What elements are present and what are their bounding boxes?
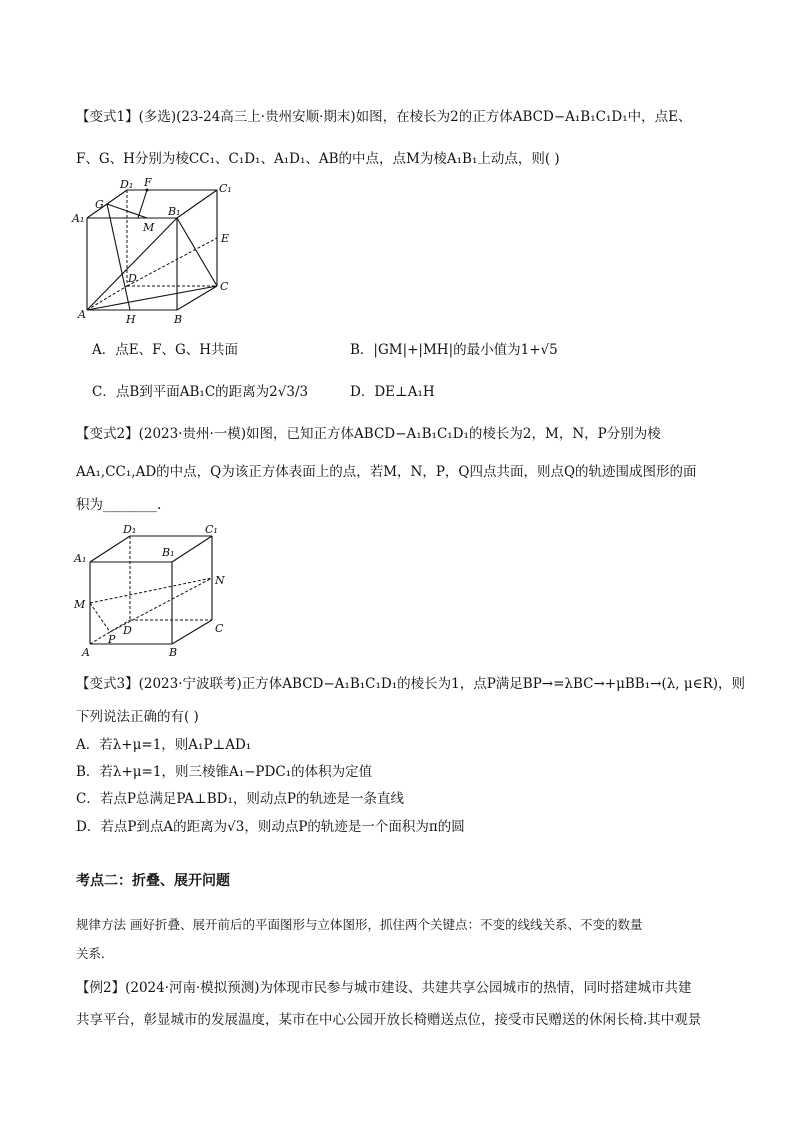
v1-label-A: A xyxy=(78,308,86,321)
v2-label-M: M xyxy=(74,598,86,611)
v2-label-A: A xyxy=(82,646,90,659)
v1-line-2: F、G、H分别为棱CC₁、C₁D₁、A₁D₁、AB的中点，点M为棱A₁B₁上动点，则( ) xyxy=(76,151,560,167)
v3-option-d: D．若点P到点A的距离为√3，则动点P的轨迹是一个面积为π的圆 xyxy=(76,819,465,835)
v1-label-G: G xyxy=(95,198,104,211)
v1-label-C: C xyxy=(220,280,229,293)
v2-label-B: B xyxy=(169,646,178,659)
v1-label-H: H xyxy=(126,313,136,326)
v2-label-A1: A₁ xyxy=(74,552,87,565)
v2-label-D: D xyxy=(123,624,132,637)
v1-label-M: M xyxy=(143,221,155,234)
v1-label-B: B xyxy=(174,313,183,326)
v3-option-b: B．若λ+μ=1，则三棱锥A₁−PDC₁的体积为定值 xyxy=(76,764,373,780)
v2-cube-figure xyxy=(70,522,240,662)
v1-line-1: 【变式1】(多选)(23-24高三上·贵州安顺·期末)如图，在棱长为2的正方体ABCD−A₁B₁C₁D₁中，点E、 xyxy=(76,109,692,125)
v2-label-D1: D₁ xyxy=(123,523,137,536)
example-line-1: 【例2】(2024·河南·模拟预测)为体现市民参与城市建设、共建共享公园城市的热情，同时搭建城市共建 xyxy=(76,980,692,996)
v1-label-F: F xyxy=(144,178,152,189)
v1-label-D1: D₁ xyxy=(120,178,134,191)
example-line-2: 共享平台，彰显城市的发展温度，某市在中心公园开放长椅赠送点位，接受市民赠送的休闲长椅.其中观景 xyxy=(76,1012,702,1028)
v2-line-3: 积为________. xyxy=(76,497,162,513)
v3-line-2: 下列说法正确的有( ) xyxy=(76,709,199,725)
section-title: 考点二：折叠、展开问题 xyxy=(76,873,230,889)
method-line-1: 规律方法 画好折叠、展开前后的平面图形与立体图形，抓住两个关键点：不变的线线关系、不变的数量 xyxy=(76,917,643,932)
v3-option-c: C．若点P总满足PA⊥BD₁，则动点P的轨迹是一条直线 xyxy=(76,791,404,807)
v1-option-a: A．点E、F、G、H共面 xyxy=(92,342,239,358)
v2-line-1: 【变式2】(2023·贵州·一模)如图，已知正方体ABCD−A₁B₁C₁D₁的棱长为2，M，N，P分别为棱 xyxy=(76,426,661,442)
v2-line-2: AA₁,CC₁,AD的中点，Q为该正方体表面上的点，若M，N，P，Q四点共面，则点Q的轨迹围成图形的面 xyxy=(76,464,697,480)
v2-label-B1: B₁ xyxy=(162,546,175,559)
method-line-2: 关系． xyxy=(76,946,114,961)
v1-label-A1: A₁ xyxy=(72,212,85,225)
v1-label-B1: B₁ xyxy=(168,205,181,218)
v3-line-1: 【变式3】(2023·宁波联考)正方体ABCD−A₁B₁C₁D₁的棱长为1，点P满足BP→=λBC→+μBB₁→(λ, μ∈R)，则 xyxy=(76,676,746,692)
v1-option-d: D．DE⊥A₁H xyxy=(350,384,435,400)
v2-label-C: C xyxy=(215,622,224,635)
v2-label-C1: C₁ xyxy=(205,523,218,536)
v1-option-c: C．点B到平面AB₁C的距离为2√3/3 xyxy=(92,384,309,400)
v2-label-N: N xyxy=(215,574,225,587)
v1-cube-figure xyxy=(70,178,250,328)
v3-option-a: A．若λ+μ=1，则A₁P⊥AD₁ xyxy=(76,737,252,753)
v2-label-P: P xyxy=(108,633,116,646)
v1-label-E: E xyxy=(221,232,230,245)
v1-label-C1: C₁ xyxy=(219,182,232,195)
v1-label-D: D xyxy=(128,272,137,285)
v1-option-b: B．|GM|+|MH|的最小值为1+√5 xyxy=(350,342,558,358)
